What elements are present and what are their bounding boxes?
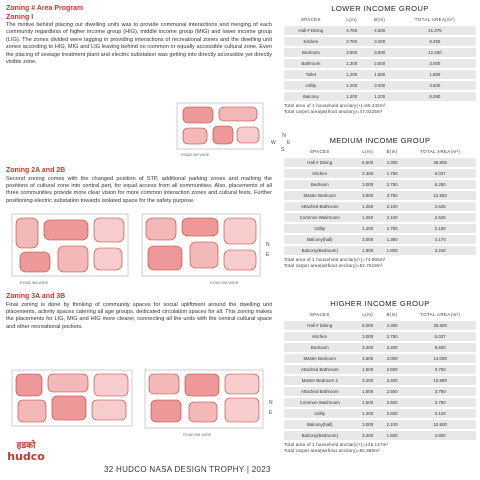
value-cell: 3.000 (356, 235, 380, 244)
column-header: TOTAL AREA(m²) (420, 312, 461, 317)
table-row (284, 332, 476, 341)
value-cell: 6.000 (356, 321, 380, 330)
value-cell: 2.100 (404, 224, 476, 233)
table-header-row (284, 15, 476, 24)
zoning-map-2a (10, 212, 130, 288)
table-title: HIGHER INCOME GROUP (330, 299, 430, 308)
table-row (284, 81, 476, 90)
table-row (284, 169, 476, 178)
footer-text: HUDCO NASA DESIGN TROPHY | 2023 (116, 465, 271, 474)
space-name-cell: Balcony (284, 92, 338, 101)
svg-text:ROAD 9M WIDE: ROAD 9M WIDE (183, 433, 212, 437)
column-header: L(m) (362, 149, 373, 154)
lig-section (284, 4, 476, 114)
value-cell: 2.750 (338, 37, 366, 46)
value-cell: 1.250 (356, 202, 380, 211)
value-cell: 2.500 (380, 387, 405, 396)
value-cell: 21.375 (394, 26, 476, 35)
table-row (284, 365, 476, 374)
value-cell: 3.500 (356, 354, 380, 363)
column-header: SPACES (309, 149, 330, 154)
space-name-cell: Bedroom (284, 180, 356, 189)
table-row (284, 48, 476, 57)
space-name-cell: Master Bedroom (284, 354, 356, 363)
value-cell: 4.300 (380, 158, 405, 167)
page-heading: Zoning # Area Program (6, 5, 84, 12)
svg-text:ROAD 9M WIDE: ROAD 9M WIDE (20, 281, 49, 285)
value-cell: 2.750 (380, 180, 405, 189)
value-cell: 4.750 (338, 26, 366, 35)
space-name-cell: Kitchen (284, 332, 356, 341)
value-cell: 3.200 (356, 431, 380, 440)
value-cell: 2.100 (380, 420, 405, 429)
value-cell: 3.200 (356, 376, 380, 385)
value-cell: 1.500 (380, 431, 405, 440)
mig-section (284, 136, 476, 268)
space-name-cell: Hall # Dining (284, 158, 356, 167)
value-cell: 3.000 (394, 59, 476, 68)
space-name-cell: Balcony(Bedroom) (284, 431, 356, 440)
page-number: 32 (104, 465, 114, 474)
value-cell: 3.000 (366, 37, 394, 46)
table-header-row (284, 147, 476, 156)
table-row (284, 191, 476, 200)
value-cell: 2.600 (380, 409, 405, 418)
value-cell: 6.280 (394, 92, 476, 101)
space-name-cell: Toilet (284, 70, 338, 79)
value-cell: 14.000 (404, 354, 476, 363)
section-title: Zoning 3A and 3B (6, 293, 66, 300)
value-cell: 1.750 (380, 224, 405, 233)
value-cell: 3.750 (404, 398, 476, 407)
value-cell: 1.800 (356, 246, 380, 255)
space-name-cell: Balcony(hall) (284, 420, 356, 429)
table-header-row (284, 310, 476, 319)
value-cell: 1.500 (356, 387, 380, 396)
section-text: The motive behind placing our dwelling units was to provide communal interactions and merging of each community regardless of higher income group (HIG), middle income group (MIG) and lower income group (LIG). The zones divided were lagging in providing interactions of recreational zones and the dwelling unit zones according to HIG, MIG and LIG leaving behind no common or equally accessible cultural zone. Even the placing of sewage treatment plant and electric substation was getting into directly accessible yet directly visible zone. (6, 22, 272, 66)
table-row (284, 26, 476, 35)
space-name-cell: Hall # Dining (284, 26, 338, 35)
space-name-cell: Attached Bathroom (284, 387, 356, 396)
space-name-cell: Common Washroom (284, 213, 356, 222)
value-cell: 1.500 (356, 398, 380, 407)
value-cell: 9.600 (404, 343, 476, 352)
column-header: B(m) (386, 312, 398, 317)
value-cell: 4.170 (404, 235, 476, 244)
table-row (284, 92, 476, 101)
column-header: B(m) (374, 17, 386, 22)
table-row (284, 37, 476, 46)
value-cell: 2.100 (380, 213, 405, 222)
page-footer (104, 465, 271, 474)
value-cell: 4.000 (380, 354, 405, 363)
table-row (284, 59, 476, 68)
table-row (284, 431, 476, 440)
table-row (284, 246, 476, 255)
table-row (284, 213, 476, 222)
value-cell: 12.860 (404, 191, 476, 200)
value-cell: 1.500 (366, 70, 394, 79)
value-cell: 3.200 (356, 343, 380, 352)
column-header: B(m) (386, 149, 398, 154)
value-cell: 1.200 (356, 224, 380, 233)
value-cell: 10.880 (404, 376, 476, 385)
section-text: Second zoning comes with the changed position of STP, additional parking zones and marking the positions of cultural zone into central part, for equal access from all communities. Also, placements of all three communities provide more clear vision for more common interaction zones and cultural fests. Further positioning electric substation towards isolated space for the safety purpose. (6, 175, 272, 204)
value-cell: 1.200 (356, 409, 380, 418)
value-cell: 4.300 (380, 321, 405, 330)
value-cell: 1.500 (356, 365, 380, 374)
table-row (284, 158, 476, 167)
value-cell: 3.500 (366, 48, 394, 57)
column-header: TOTAL AREA(m²) (420, 149, 461, 154)
value-cell: 1.200 (338, 92, 366, 101)
value-cell: 8.250 (394, 37, 476, 46)
value-cell: 12.250 (394, 48, 476, 57)
lig-total-area: Total area of 1 household ancilary(+)=66.242m² (284, 103, 386, 108)
value-cell: 2.500 (380, 365, 405, 374)
value-cell: 3.750 (404, 387, 476, 396)
table-row (284, 180, 476, 189)
column-header: SPACES (309, 312, 330, 317)
space-name-cell: Master Bedroom 2 (284, 376, 356, 385)
space-name-cell: Bathroom (284, 59, 338, 68)
zoning-section-1 (6, 5, 272, 66)
value-cell: 2.750 (380, 332, 405, 341)
value-cell: 3.200 (380, 343, 405, 352)
table-row (284, 398, 476, 407)
value-cell: 6.500 (356, 158, 380, 167)
zoning-map-1 (175, 101, 275, 163)
compass-1: N W E S (271, 133, 291, 153)
table-row (284, 354, 476, 363)
value-cell: 3.500 (356, 191, 380, 200)
table-row (284, 321, 476, 330)
value-cell: 3.000 (356, 332, 380, 341)
table-row (284, 202, 476, 211)
table-row (284, 343, 476, 352)
lig-carpet-area: Total carpet area(without ancilary)=47.0225m² (284, 108, 383, 114)
table-row (284, 376, 476, 385)
column-header: L(m) (346, 17, 358, 22)
table-row (284, 224, 476, 233)
value-cell: 3.240 (404, 246, 476, 255)
value-cell: 1.200 (366, 92, 394, 101)
value-cell: 2.450 (356, 169, 380, 178)
space-name-cell: Bedroom (284, 48, 338, 57)
space-name-cell: Kitchen (284, 169, 356, 178)
value-cell: 3.000 (366, 81, 394, 90)
value-cell: 2.625 (404, 213, 476, 222)
zoning-map-2b (140, 212, 280, 288)
value-cell: 8.250 (404, 180, 476, 189)
value-cell: 1.200 (338, 59, 366, 68)
section-title: Zoning 2A and 2B (6, 167, 66, 174)
value-cell: 1.800 (380, 246, 405, 255)
table-row (284, 387, 476, 396)
value-cell: 2.625 (404, 202, 476, 211)
space-name-cell: Common Washroom (284, 398, 356, 407)
space-name-cell: Attached Bathroom (284, 365, 356, 374)
value-cell: 1.250 (356, 213, 380, 222)
table-row (284, 409, 476, 418)
space-name-cell: Bedroom (284, 343, 356, 352)
svg-text:N: N (269, 400, 273, 406)
value-cell: 1.200 (338, 70, 366, 79)
value-cell: 1.390 (380, 235, 405, 244)
value-cell: 25.800 (404, 321, 476, 330)
hig-carpet-area: Total carpet area(without ancilary)=82.580m² (284, 447, 380, 453)
value-cell: 3.000 (356, 180, 380, 189)
space-name-cell: Kitchen (284, 37, 338, 46)
value-cell: 1.200 (338, 81, 366, 90)
space-name-cell: Utility (284, 224, 356, 233)
table-row (284, 420, 476, 429)
zoning-map-3b (143, 368, 283, 440)
svg-text:N: N (266, 242, 270, 248)
space-name-cell: Utility (284, 409, 356, 418)
zoning-map-3a (10, 368, 135, 436)
column-header: TOTAL AREA(m²) (414, 17, 455, 22)
value-cell: 4.800 (404, 431, 476, 440)
value-cell: 3.750 (404, 365, 476, 374)
value-cell: 3.000 (356, 420, 380, 429)
section-text: Final zoning is done by thinking of community spaces for social upliftment around the dwelling unit placements, activity spaces catering all age groups, dedicated circulation spaces for all. This zoning makes the placements for LIG, MIG and HIG more clearer, connecting all the units with the central cultural space and other recreational pockets. (6, 301, 272, 330)
space-name-cell: Master Bedroom (284, 191, 356, 200)
zoning-section-2 (6, 167, 272, 205)
value-cell: 3.500 (338, 48, 366, 57)
value-cell: 28.805 (404, 158, 476, 167)
value-cell: 1.800 (394, 70, 476, 79)
table-title: LOWER INCOME GROUP (331, 4, 429, 13)
hig-section (284, 299, 476, 453)
value-cell: 4.500 (366, 26, 394, 35)
svg-text:ROAD 9M WIDE: ROAD 9M WIDE (210, 281, 239, 285)
road-label: ROAD 9M WIDE (181, 153, 210, 157)
zoning-section-3 (6, 293, 272, 331)
value-cell: 3.600 (394, 81, 476, 90)
space-name-cell: Hall # Dining (284, 321, 356, 330)
column-header: L(m) (362, 312, 373, 317)
svg-text:E: E (269, 410, 273, 416)
value-cell: 3.120 (404, 409, 476, 418)
section-title: Zoning I (6, 13, 34, 21)
space-name-cell: Utility (284, 81, 338, 90)
hig-total-area: Total area of 1 household ancilary(+)=125.147m² (284, 442, 389, 447)
value-cell: 1.750 (380, 169, 405, 178)
table-row (284, 70, 476, 79)
value-cell: 10.500 (404, 420, 476, 429)
space-name-cell: Balcony(hall) (284, 235, 356, 244)
value-cell: 3.400 (380, 376, 405, 385)
mig-area-table (284, 145, 476, 257)
value-cell: 2.100 (380, 202, 405, 211)
value-cell: 2.500 (380, 398, 405, 407)
hig-area-table (284, 308, 476, 442)
mig-total-area: Total area of 1 household ancilary(+)=74.806m² (284, 257, 386, 262)
value-cell: 6.037 (404, 169, 476, 178)
lig-area-table (284, 13, 476, 103)
value-cell: 6.037 (404, 332, 476, 341)
hudco-logo: हडको hudco (7, 441, 45, 463)
value-cell: 2.500 (366, 59, 394, 68)
mig-carpet-area: Total carpet area(without ancilary)=52.7518m² (284, 262, 383, 268)
value-cell: 3.750 (380, 191, 405, 200)
table-title: MEDIUM INCOME GROUP (329, 136, 431, 145)
column-header: SPACES (300, 17, 321, 22)
table-row (284, 235, 476, 244)
space-name-cell: Attached Bathroom (284, 202, 356, 211)
space-name-cell: Balcony(Bedroom) (284, 246, 356, 255)
svg-text:E: E (266, 252, 270, 258)
